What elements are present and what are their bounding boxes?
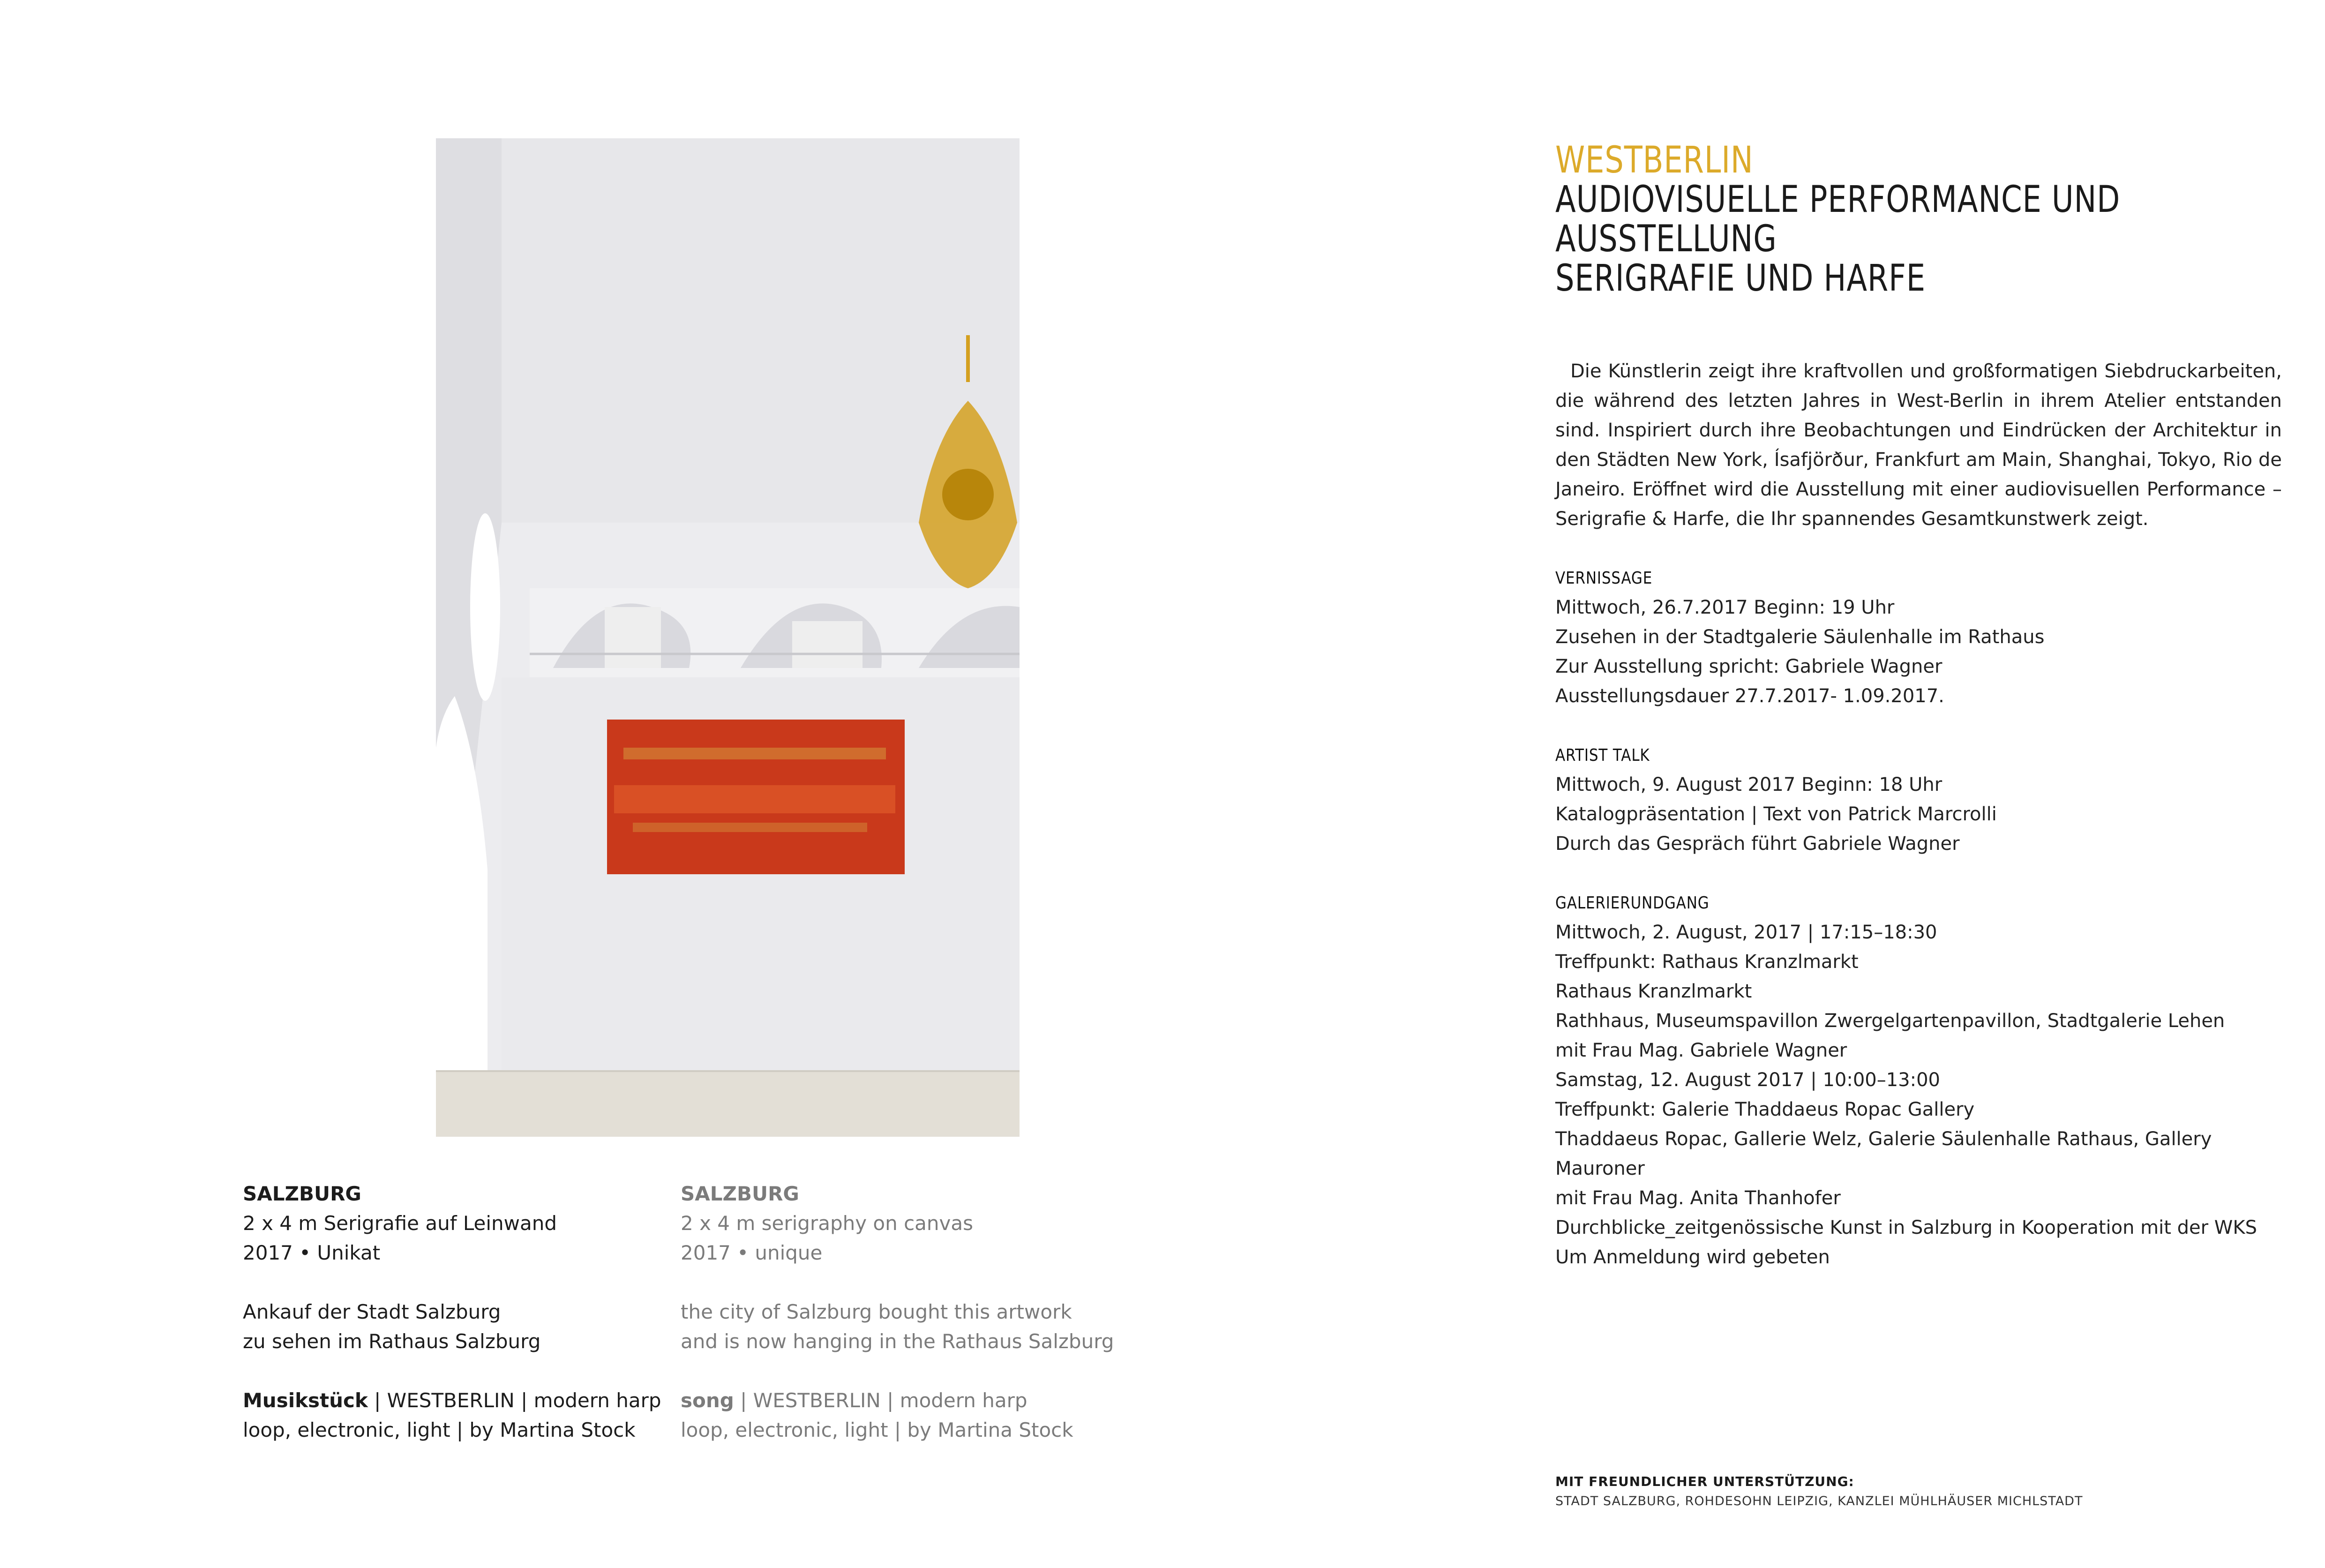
vernissage-section: [1555, 563, 2282, 711]
caption-line: 2017 • Unikat: [243, 1241, 381, 1264]
section-heading: VERNISSAGE: [1555, 569, 1653, 588]
gallery-interior-image: [436, 138, 1020, 1137]
section-line: Mittwoch, 9. August 2017 Beginn: 18 Uhr: [1555, 774, 1942, 795]
section-line: Um Anmeldung wird gebeten: [1555, 1246, 1830, 1268]
caption-line: Ankauf der Stadt Salzburg: [243, 1300, 501, 1323]
page-title: [1555, 141, 2286, 298]
caption-line: zu sehen im Rathaus Salzburg: [243, 1330, 541, 1353]
section-line: mit Frau Mag. Anita Thanhofer: [1555, 1187, 1841, 1209]
artist-talk-section: [1555, 741, 2282, 859]
caption-english: [681, 1179, 1114, 1445]
section-line: Durch das Gespräch führt Gabriele Wagner: [1555, 833, 1960, 855]
section-line: Ausstellungsdauer 27.7.2017- 1.09.2017.: [1555, 685, 1944, 707]
section-line: Rathhaus, Museumspavillon Zwergelgartenpavillon, Stadtgalerie Lehen: [1555, 1010, 2225, 1032]
caption-title: SALZBURG: [681, 1182, 799, 1205]
intro-paragraph: Die Künstlerin zeigt ihre kraftvollen und großformatigen Siebdruckarbeiten, die während des letzten Jahres in West-Berlin in ihrem Atelier entstanden sind. Inspiriert durch ihre Beobachtungen und Eindrücken der Architektur in den Städten New York, Ísafjörður, Frankfurt am Main, Shanghai, Tokyo, Rio de Janeiro. Eröffnet wird die Ausstellung mit einer audiovisuellen Performance –Serigrafie & Harfe, die Ihr spannendes Gesamtkunstwerk zeigt.: [1555, 360, 2282, 530]
section-line: Mittwoch, 2. August, 2017 | 17:15–18:30: [1555, 922, 1937, 943]
music-text: | WESTBERLIN | modern harp: [368, 1389, 661, 1412]
caption-line: the city of Salzburg bought this artwork: [681, 1300, 1072, 1323]
section-line: Thaddaeus Ropac, Gallerie Welz, Galerie Säulenhalle Rathaus, Gallery Mauroner: [1555, 1128, 2212, 1179]
section-line: mit Frau Mag. Gabriele Wagner: [1555, 1040, 1847, 1061]
galerierundgang-section: [1555, 888, 2282, 1272]
section-line: Treffpunkt: Galerie Thaddaeus Ropac Gallery: [1555, 1099, 1975, 1120]
caption-german: [243, 1179, 661, 1445]
exhibition-photo: [436, 138, 1020, 1137]
caption-music-line: [681, 1386, 1114, 1415]
section-line: Samstag, 12. August 2017 | 10:00–13:00: [1555, 1069, 1940, 1091]
caption-line: 2017 • unique: [681, 1241, 823, 1264]
section-line: Treffpunkt: Rathaus Kranzlmarkt: [1555, 951, 1859, 973]
caption-line: 2 x 4 m Serigrafie auf Leinwand: [243, 1212, 557, 1235]
caption-line: loop, electronic, light | by Martina Stock: [243, 1418, 636, 1441]
caption-line: and is now hanging in the Rathaus Salzburg: [681, 1330, 1114, 1353]
caption-music-line: [243, 1386, 661, 1415]
sponsor-credits: [1555, 1472, 2083, 1511]
music-text: | WESTBERLIN | modern harp: [734, 1389, 1028, 1412]
sponsor-list: STADT SALZBURG, ROHDESOHN LEIPZIG, KANZLEI MÜHLHÄUSER MICHLSTADT: [1555, 1494, 2083, 1508]
music-label: song: [681, 1389, 734, 1412]
caption-line: loop, electronic, light | by Martina Stock: [681, 1418, 1073, 1441]
section-heading: ARTIST TALK: [1555, 746, 1650, 765]
section-line: Rathaus Kranzlmarkt: [1555, 981, 1752, 1002]
title-line: AUDIOVISUELLE PERFORMANCE UND AUSSTELLUNG: [1555, 179, 2121, 260]
section-heading: GALERIERUNDGANG: [1555, 893, 1710, 913]
section-line: Katalogpräsentation | Text von Patrick Marcrolli: [1555, 803, 1997, 825]
section-line: Durchblicke_zeitgenössische Kunst in Salzburg in Kooperation mit der WKS: [1555, 1217, 2257, 1238]
music-label: Musikstück: [243, 1389, 368, 1412]
sponsor-heading: MIT FREUNDLICHER UNTERSTÜTZUNG:: [1555, 1474, 1854, 1489]
caption-title: SALZBURG: [243, 1182, 361, 1205]
section-line: Mittwoch, 26.7.2017 Beginn: 19 Uhr: [1555, 597, 1895, 618]
section-line: Zur Ausstellung spricht: Gabriele Wagner: [1555, 656, 1942, 677]
info-column: [1555, 141, 2282, 1272]
section-line: Zusehen in der Stadtgalerie Säulenhalle im Rathaus: [1555, 626, 2045, 648]
title-line: SERIGRAFIE UND HARFE: [1555, 257, 1926, 300]
title-accent: WESTBERLIN: [1555, 139, 1754, 181]
caption-line: 2 x 4 m serigraphy on canvas: [681, 1212, 974, 1235]
